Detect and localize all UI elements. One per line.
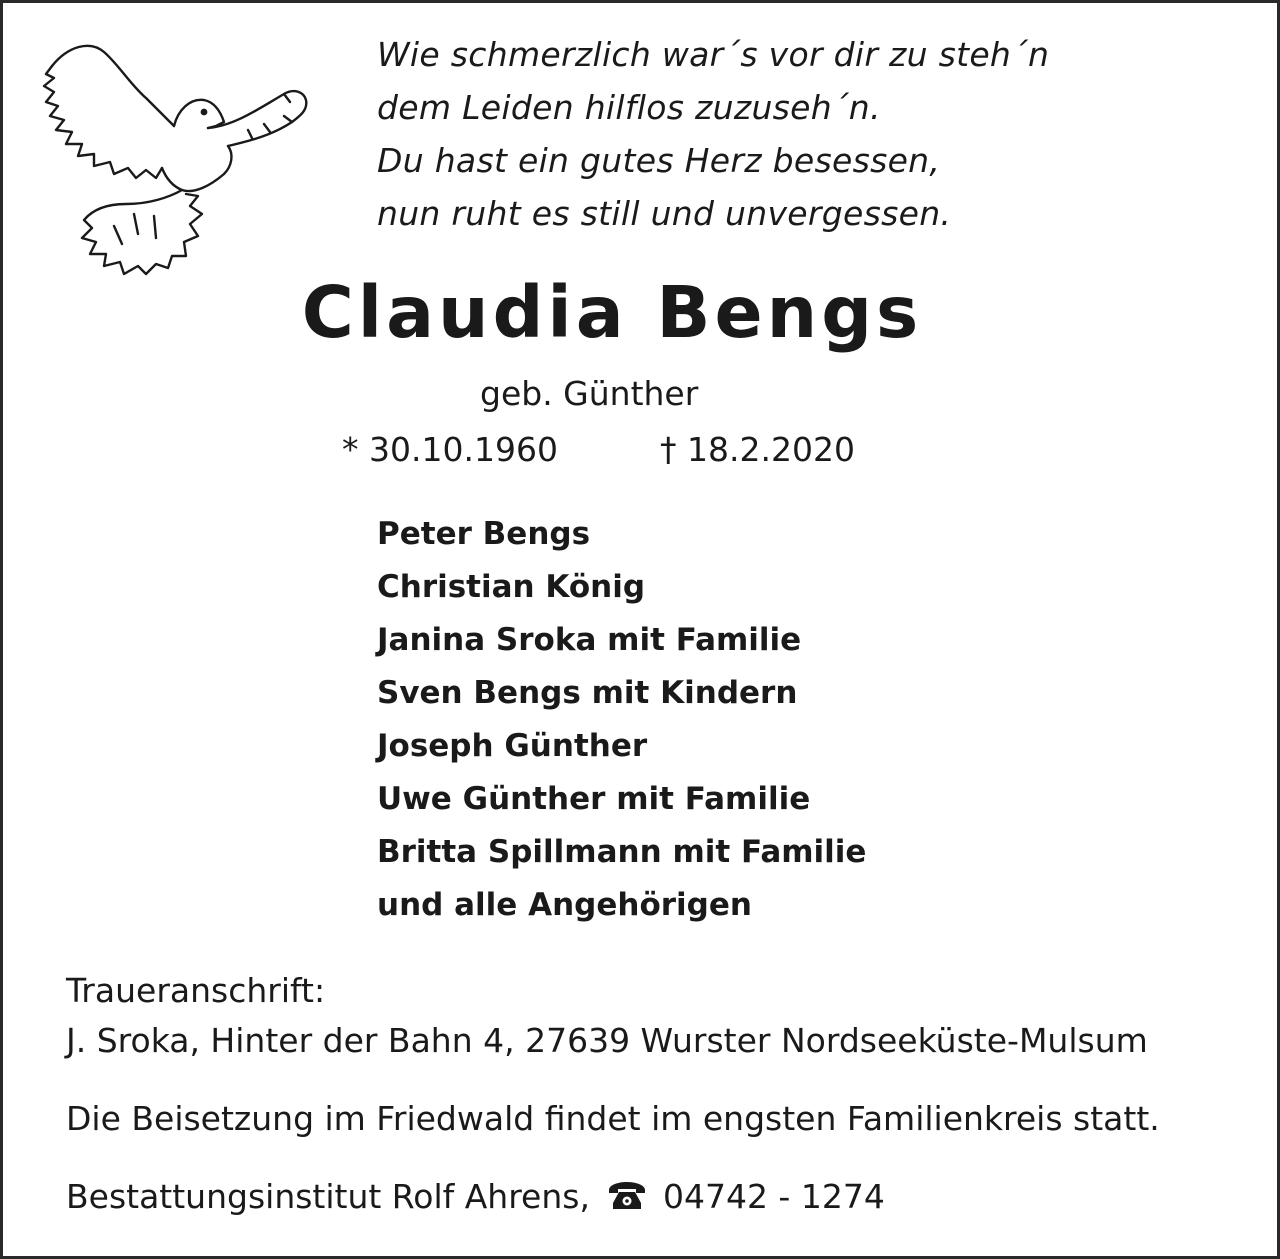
burial-note: Die Beisetzung im Friedwald findet im engsten Familienkreis statt. xyxy=(66,1099,1160,1138)
mourner-item: Uwe Günther mit Familie xyxy=(377,781,811,817)
mourner-item: Janina Sroka mit Familie xyxy=(377,622,802,658)
poem-line: Du hast ein gutes Herz besessen, xyxy=(377,141,941,180)
mourner-item: Peter Bengs xyxy=(377,516,591,552)
mourner-item: Sven Bengs mit Kindern xyxy=(377,675,798,711)
telephone-icon xyxy=(606,1181,648,1211)
funeral-home-name: Bestattungsinstitut Rolf Ahrens, xyxy=(66,1177,590,1216)
mourner-item: Britta Spillmann mit Familie xyxy=(377,834,867,870)
funeral-home xyxy=(66,1172,885,1222)
mourner-item: Christian König xyxy=(377,569,646,605)
mourner-item: Joseph Günther xyxy=(377,728,648,764)
address-label: Traueranschrift: xyxy=(66,971,326,1010)
poem xyxy=(377,28,1049,240)
deceased-name: Claudia Bengs xyxy=(301,271,923,354)
mourners-list xyxy=(377,508,866,932)
dove-icon xyxy=(38,36,314,280)
poem-line: nun ruht es still und unvergessen. xyxy=(377,194,952,233)
birth-date: * 30.10.1960 xyxy=(342,430,558,469)
poem-line: dem Leiden hilflos zuzuseh´n. xyxy=(377,88,881,127)
death-date: † 18.2.2020 xyxy=(660,430,855,469)
mourner-item: und alle Angehörigen xyxy=(377,887,752,923)
maiden-name: geb. Günther xyxy=(480,374,699,413)
funeral-home-phone: 04742 - 1274 xyxy=(662,1177,885,1216)
address-line: J. Sroka, Hinter der Bahn 4, 27639 Wurster Nordseeküste-Mulsum xyxy=(66,1021,1148,1060)
poem-line: Wie schmerzlich war´s vor dir zu steh´n xyxy=(377,35,1050,74)
